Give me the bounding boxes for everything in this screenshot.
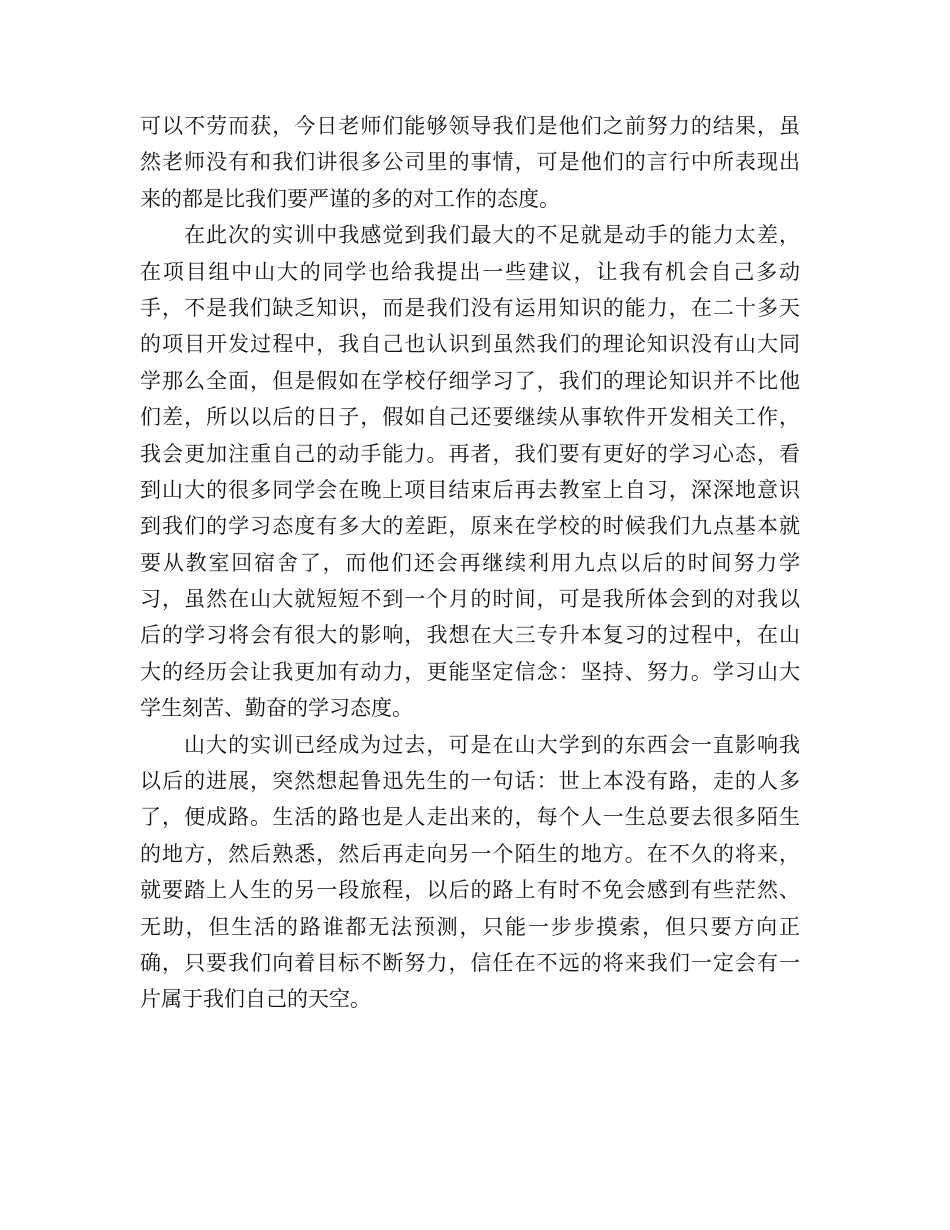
text-line: 的地方，然后熟悉，然后再走向另一个陌生的地方。在不久的将来， (140, 841, 800, 866)
text-line: 片属于我们自己的天空。 (140, 987, 371, 1012)
text-line: 就要踏上人生的另一段旅程，以后的路上有时不免会感到有些茫然、 (140, 878, 800, 903)
text-line: 学生刻苦、勤奋的学习态度。 (140, 696, 413, 721)
text-line: 确，只要我们向着目标不断努力，信任在不远的将来我们一定会有一 (140, 950, 800, 975)
paragraph-first-line: 山大的实训已经成为过去，可是在山大学到的东西会一直影响我 (184, 732, 800, 757)
text-line: 习，虽然在山大就短短不到一个月的时间，可是我所体会到的对我以 (140, 587, 800, 612)
text-line: 大的经历会让我更加有动力，更能坚定信念：坚持、努力。学习山大 (140, 659, 800, 684)
text-line: 手，不是我们缺乏知识，而是我们没有运用知识的能力，在二十多天 (140, 295, 800, 320)
text-line: 来的都是比我们要严谨的多的对工作的态度。 (140, 186, 560, 211)
text-line: 到山大的很多同学会在晚上项目结束后再去教室上自习，深深地意识 (140, 477, 800, 502)
text-line: 了，便成路。生活的路也是人走出来的，每个人一生总要去很多陌生 (140, 805, 800, 830)
text-line: 要从教室回宿舍了，而他们还会再继续利用九点以后的时间努力学 (140, 550, 800, 575)
text-line: 的项目开发过程中，我自己也认识到虽然我们的理论知识没有山大同 (140, 332, 800, 357)
text-line: 在项目组中山大的同学也给我提出一些建议，让我有机会自己多动 (140, 259, 800, 284)
text-line: 学那么全面，但是假如在学校仔细学习了，我们的理论知识并不比他 (140, 368, 800, 393)
text-line: 然老师没有和我们讲很多公司里的事情，可是他们的言行中所表现出 (140, 150, 800, 175)
text-line: 以后的进展，突然想起鲁迅先生的一句话：世上本没有路，走的人多 (140, 769, 800, 794)
document-body (140, 108, 800, 1018)
text-line: 们差，所以以后的日子，假如自己还要继续从事软件开发相关工作， (140, 405, 800, 430)
text-line: 到我们的学习态度有多大的差距，原来在学校的时候我们九点基本就 (140, 514, 800, 539)
text-line: 我会更加注重自己的动手能力。再者，我们要有更好的学习心态，看 (140, 441, 800, 466)
text-line: 后的学习将会有很大的影响，我想在大三专升本复习的过程中，在山 (140, 623, 800, 648)
text-line: 可以不劳而获，今日老师们能够领导我们是他们之前努力的结果，虽 (140, 114, 800, 138)
text-line: 无助，但生活的路谁都无法预测，只能一步步摸索，但只要方向正 (140, 914, 800, 939)
paragraph-first-line: 在此次的实训中我感觉到我们最大的不足就是动手的能力太差， (184, 223, 800, 248)
